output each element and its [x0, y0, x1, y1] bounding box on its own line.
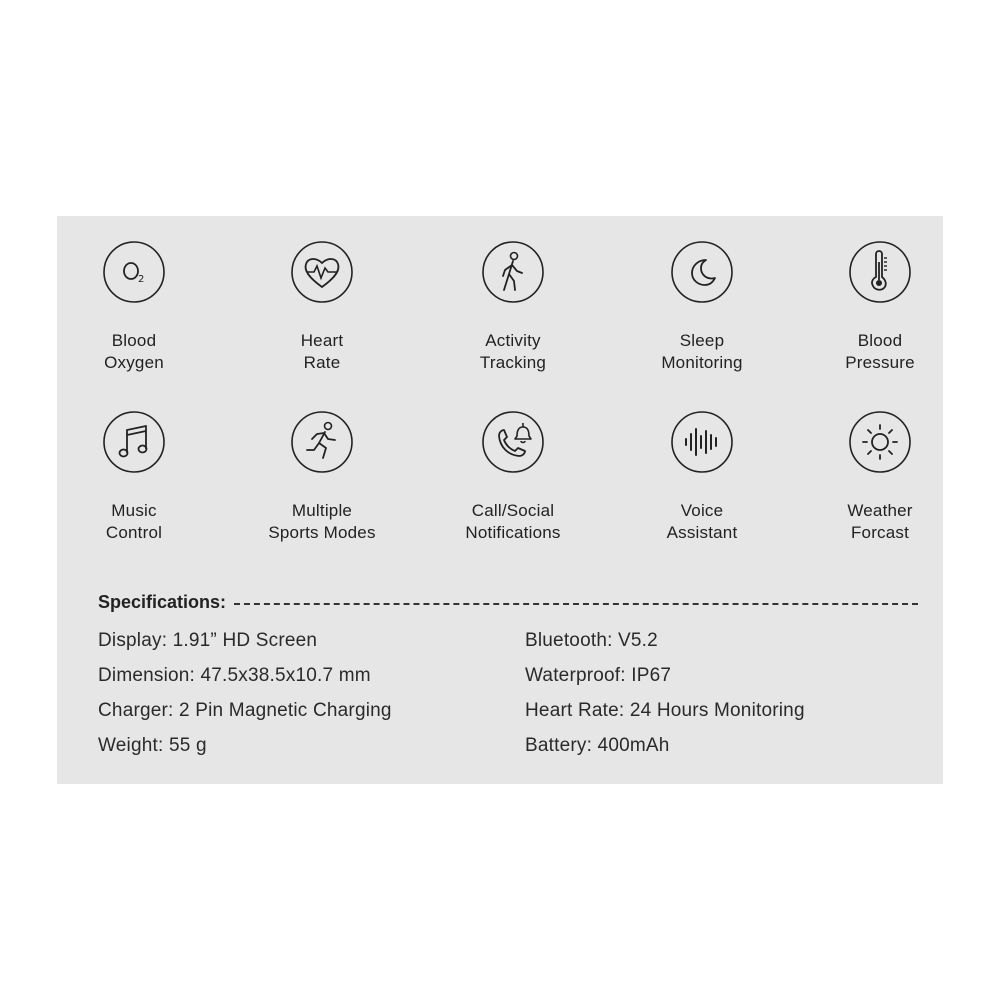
feature-music-control: [49, 410, 219, 544]
feature-sleep-monitoring: [617, 240, 787, 374]
spec-weight: Weight: 55 g: [98, 735, 207, 756]
svg-text:2: 2: [138, 274, 145, 285]
sound-wave-icon: [670, 410, 734, 474]
feature-label-line2: Rate: [303, 353, 341, 372]
feature-label-line2: Tracking: [479, 353, 547, 372]
moon-icon: [670, 240, 734, 304]
phone-bell-icon: [481, 410, 545, 474]
feature-label-line1: Weather: [847, 501, 913, 520]
spec-charger: Charger: 2 Pin Magnetic Charging: [98, 700, 392, 721]
running-person-icon: [290, 410, 354, 474]
feature-label-line2: Sports Modes: [268, 523, 376, 542]
feature-blood-oxygen: [49, 240, 219, 374]
dashed-divider: [234, 603, 918, 605]
spec-battery: Battery: 400mAh: [525, 735, 670, 756]
feature-label-line2: Oxygen: [104, 353, 164, 372]
feature-label-line2: Notifications: [465, 523, 561, 542]
feature-call-social-notifications: [428, 410, 598, 544]
feature-label-line1: Multiple: [291, 501, 353, 520]
spec-dimension: Dimension: 47.5x38.5x10.7 mm: [98, 665, 371, 686]
walking-person-icon: [481, 240, 545, 304]
feature-label-line2: Assistant: [666, 523, 738, 542]
sun-icon: [848, 410, 912, 474]
features-card: [57, 216, 943, 784]
feature-label-line2: Forcast: [850, 523, 910, 542]
feature-activity-tracking: [428, 240, 598, 374]
feature-label-line1: Call/Social: [471, 501, 555, 520]
spec-display: Display: 1.91” HD Screen: [98, 630, 318, 651]
feature-label-line1: Voice: [680, 501, 724, 520]
feature-blood-pressure: [795, 240, 965, 374]
o2-icon: [102, 240, 166, 304]
music-note-icon: [102, 410, 166, 474]
feature-label-line1: Music: [111, 501, 157, 520]
thermometer-icon: [848, 240, 912, 304]
specifications-heading: Specifications:: [98, 591, 227, 612]
specifications-heading-row: [98, 590, 918, 614]
spec-heart-rate: Heart Rate: 24 Hours Monitoring: [525, 700, 805, 721]
feature-weather-forcast: [795, 410, 965, 544]
feature-label-line1: Sleep: [679, 331, 725, 350]
heart-rate-icon: [290, 240, 354, 304]
spec-bluetooth: Bluetooth: V5.2: [525, 630, 658, 651]
feature-label-line1: Blood: [111, 331, 157, 350]
feature-label-line1: Activity: [485, 331, 541, 350]
feature-heart-rate: [237, 240, 407, 374]
feature-label-line2: Control: [105, 523, 163, 542]
feature-label-line2: Monitoring: [661, 353, 743, 372]
feature-voice-assistant: [617, 410, 787, 544]
feature-label-line2: Pressure: [845, 353, 915, 372]
feature-label-line1: Blood: [857, 331, 903, 350]
feature-multiple-sports-modes: [237, 410, 407, 544]
feature-label-line1: Heart: [300, 331, 344, 350]
spec-waterproof: Waterproof: IP67: [525, 665, 672, 686]
